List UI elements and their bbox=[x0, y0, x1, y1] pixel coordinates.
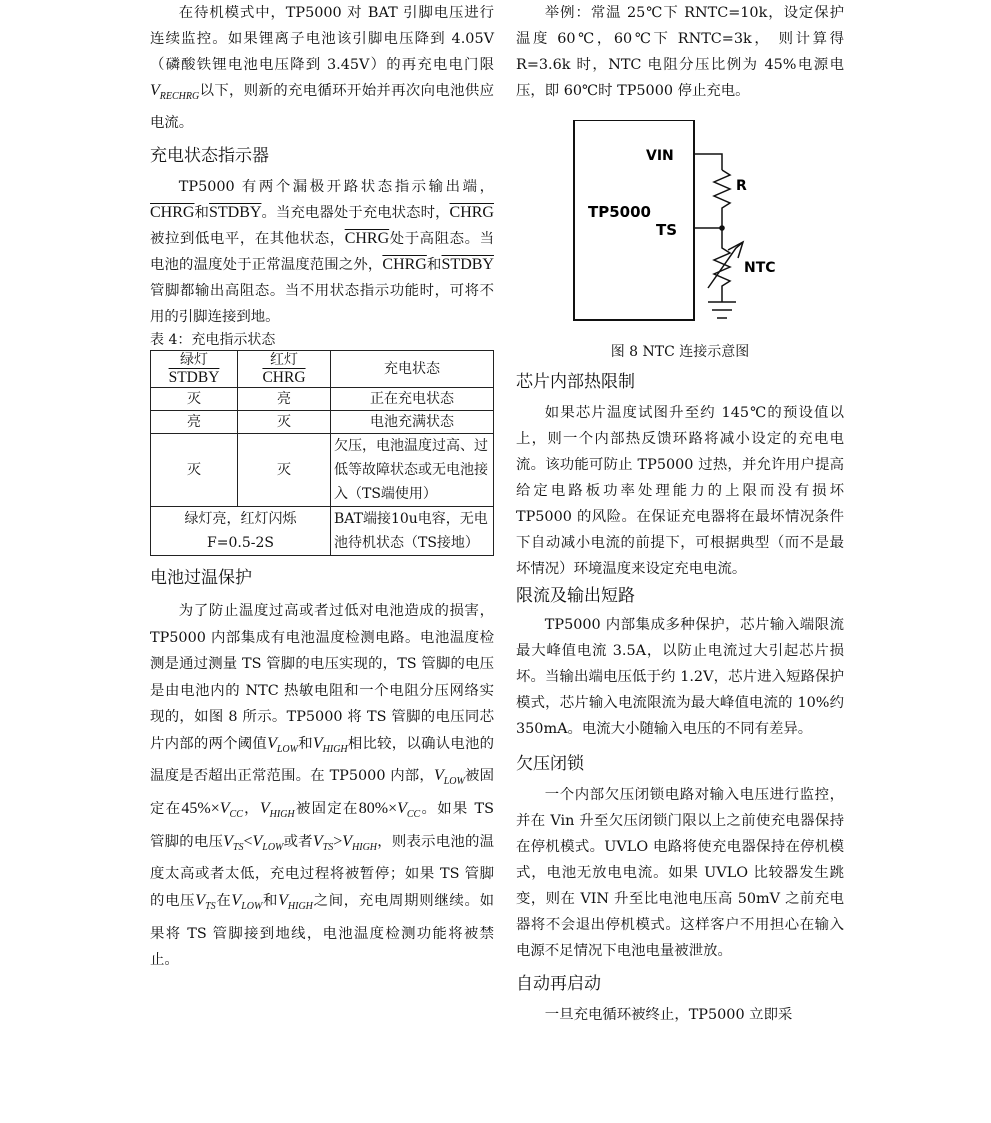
ntc-label: NTC bbox=[744, 260, 776, 276]
example-paragraph: 举例：常温 25℃下 RNTC=10k，设定保护温度 60℃，60℃下 RNTC=3k， 则计算得 R=3.6k 时，NTC 电阻分压比例为 45%电源电压，即 60℃时 TP5000 停止充电。 bbox=[516, 5, 844, 99]
v-rechrg-symbol: $V_{RECHRG}$ bbox=[150, 82, 200, 103]
header-red: 红灯 CHRG bbox=[238, 351, 331, 388]
uvlo-paragraph: 一个内部欠压闭锁电路对输入电压进行监控，并在 Vin 升至欠压闭锁门限以上之前使充电器保持在停机模式。UVLO 电路将使充电器保持在停机模式，电池无放电电流。如果 UVLO 比较器发生跳变，则在 VIN 升至比电池电压高 50mV 之前充电器将不会退出停机模式。这样客户不用担心在输入电源不足情况下电池电量被泄放。 bbox=[516, 787, 844, 959]
cell-red: 亮 bbox=[238, 388, 331, 411]
heading-charge-indicator: 充电状态指示器 bbox=[150, 146, 269, 167]
resistor-r-symbol bbox=[714, 170, 730, 228]
ts-label: TS bbox=[656, 221, 678, 239]
thermal-paragraph: 如果芯片温度试图升至约 145℃的预设值以上，则一个内部热反馈环路将减小设定的充电电流。该功能可防止 TP5000 过热，并允许用户提高给定电路板功率处理能力的上限而没有损坏 TP5000 的风险。在保证充电器将在最坏情况条件下自动减小电流的前提下，可根据典型（而不是最坏情况）环境温度来设定充电电流。 bbox=[516, 405, 844, 577]
vin-label: VIN bbox=[646, 148, 674, 164]
cell-state: 电池充满状态 bbox=[331, 411, 494, 434]
vin-wire bbox=[694, 154, 722, 170]
table-caption: 表 4：充电指示状态 bbox=[150, 332, 276, 349]
cell-green-red-blink: 绿灯亮，红灯闪烁 F=0.5-2S bbox=[151, 507, 331, 556]
stdby-pin: STDBY bbox=[209, 204, 262, 222]
auto-restart-paragraph: 一旦充电循环被终止，TP5000 立即采 bbox=[544, 1007, 793, 1023]
heading-short-circuit: 限流及输出短路 bbox=[516, 586, 635, 606]
overtemp-paragraph: 为了防止温度过高或者过低对电池造成的损害，TP5000 内部集成有电池温度检测电路。电池温度检测是通过测量 TS 管脚的电压实现的，TS 管脚的电压是由电池内的 NTC 热敏电阻和一个电阻分压网络实现的，如图 8 所示。TP5000 将 TS 管脚的电压同芯片内部的两个阈值$V_{LOW}$和$V_{HIGH}$相比较，以确认电池的温度是否超出正常范围。在 TP5000 内部，$V_{LOW}$被固定在$45\%\times V_{CC}$，$V_{HIGH}$被固定在$80\%\times V_{CC}$。如果 TS 管脚的电压$V_{TS}<V_{LOW}$或者$V_{TS}>V_{HIGH}$，则表示电池的温度太高或者太低，充电过程将被暂停；如果 TS 管脚的电压$V_{TS}$在$V_{LOW}$和$V_{HIGH}$之间，充电周期则继续。如果将 TS 管脚接到地线，电池温度检测功能将被禁止。 bbox=[150, 603, 494, 969]
ntc-connection-figure bbox=[516, 120, 844, 332]
right-column bbox=[516, 0, 844, 1028]
ntc-diagram bbox=[516, 120, 844, 332]
indicator-paragraph: TP5000 有两个漏极开路状态指示输出端，CHRG和STDBY。当充电器处于充电状态时，CHRG被拉到低电平，在其他状态，CHRG处于高阻态。当电池的温度处于正常温度范围之外，CHRG和STDBY管脚都输出高阻态。当不用状态指示功能时，可将不用的引脚连接到地。 bbox=[150, 179, 494, 326]
left-column bbox=[150, 0, 494, 974]
cell-green: 灭 bbox=[151, 388, 238, 411]
cell-state: BAT端接10u电容，无电池待机状态（TS接地） bbox=[331, 507, 494, 556]
heading-thermal: 芯片内部热限制 bbox=[516, 372, 635, 392]
header-green: 绿灯 STDBY bbox=[151, 351, 238, 388]
chrg-pin: CHRG bbox=[150, 204, 195, 222]
heading-uvlo: 欠压闭锁 bbox=[516, 754, 584, 774]
short-circuit-paragraph: TP5000 内部集成多种保护，芯片输入端限流最大峰值电流 3.5A，以防止电流过大引起芯片损坏。当输出端电压低于约 1.2V，芯片进入短路保护模式，芯片输入电流限流为最大峰值电流的 10%约 350mA。电流大小随输入电压的不同有差异。 bbox=[516, 617, 844, 737]
recharge-text-tail: 以下，则新的充电循环开始并再次向电池供应电流。 bbox=[150, 83, 494, 132]
cell-state: 欠压，电池温度过高、过低等故障状态或无电池接入（TS端使用） bbox=[331, 434, 494, 507]
header-state: 充电状态 bbox=[331, 351, 494, 388]
chip-label: TP5000 bbox=[588, 203, 651, 221]
recharge-paragraph bbox=[150, 0, 494, 136]
ntc-resistor-symbol bbox=[714, 228, 730, 302]
cell-green: 灭 bbox=[151, 434, 238, 507]
cell-red: 灭 bbox=[238, 411, 331, 434]
table-row bbox=[151, 388, 494, 411]
charge-status-table bbox=[150, 350, 494, 556]
table-row bbox=[151, 434, 494, 507]
heading-auto-restart: 自动再启动 bbox=[516, 974, 601, 994]
recharge-text: 在待机模式中，TP5000 对 BAT 引脚电压进行连续监控。如果锂离子电池该引脚电压降到 4.05V（磷酸铁锂电池电压降到 3.45V）的再充电电门限 bbox=[150, 5, 494, 73]
cell-red: 灭 bbox=[238, 434, 331, 507]
figure-caption: 图 8 NTC 连接示意图 bbox=[610, 344, 750, 360]
cell-state: 正在充电状态 bbox=[331, 388, 494, 411]
r-label: R bbox=[736, 178, 747, 194]
heading-overtemp: 电池过温保护 bbox=[150, 568, 252, 589]
table-row bbox=[151, 411, 494, 434]
table-row bbox=[151, 507, 494, 556]
cell-green: 亮 bbox=[151, 411, 238, 434]
table-header-row bbox=[151, 351, 494, 388]
